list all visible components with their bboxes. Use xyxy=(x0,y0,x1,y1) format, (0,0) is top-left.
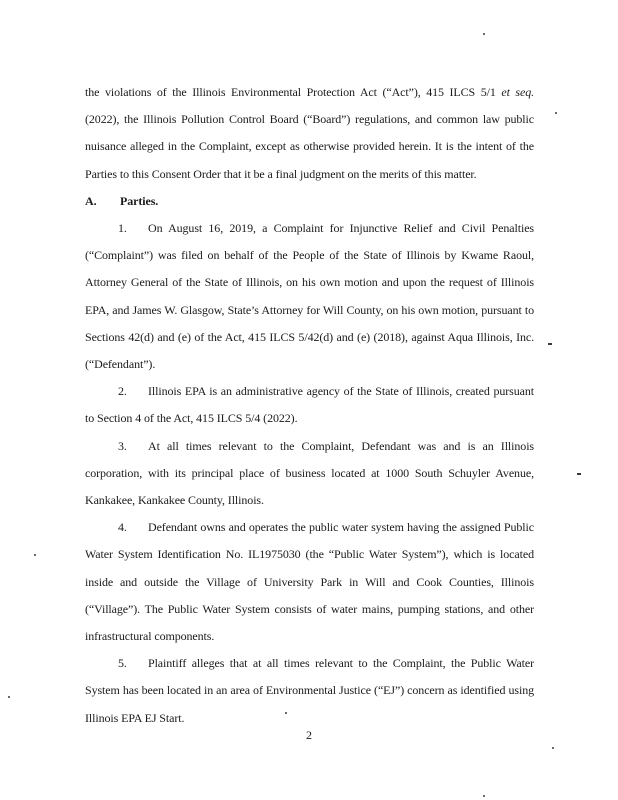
section-heading-parties xyxy=(85,188,534,215)
paragraph-3-number: 3. xyxy=(118,438,127,453)
continuation-paragraph xyxy=(85,79,534,188)
paragraph-5-text: Plaintiff alleges that at all times relevant to the Complaint, the Public Water System has been located in an area of Environmental Justice (“EJ”) concern as identified using Illinois EPA EJ Start. xyxy=(85,656,534,725)
scan-speck xyxy=(548,343,552,345)
et-seq-citation: et seq. xyxy=(501,85,534,99)
document-content xyxy=(85,79,534,732)
scan-speck xyxy=(552,747,554,749)
paragraph-4-text: Defendant owns and operates the public water system having the assigned Public Water System Identification No. IL1975030 (the “Public Water System”), which is located inside and outside the Village of University Park in Will and Cook Counties, Illinois (“Village”). The Public Water System consists of water mains, pumping stations, and other infrastructural components. xyxy=(85,520,534,644)
paragraph-4 xyxy=(85,514,534,650)
scan-speck xyxy=(483,33,485,35)
paragraph-4-number: 4. xyxy=(118,520,127,535)
continuation-text-pre: the violations of the Illinois Environmental Protection Act (“Act”), 415 ILCS 5/1 xyxy=(85,85,502,99)
paragraph-1 xyxy=(85,215,534,378)
paragraph-5-number: 5. xyxy=(118,656,127,671)
scan-speck xyxy=(577,473,581,475)
paragraph-2-number: 2. xyxy=(118,384,127,399)
scan-speck xyxy=(555,112,557,114)
scan-speck xyxy=(285,712,287,714)
paragraph-3-text: At all times relevant to the Complaint, Defendant was and is an Illinois corporation, with its principal place of business located at 1000 South Schuyler Avenue, Kankakee, Kankakee County, Illinois. xyxy=(85,438,534,508)
section-heading-title: Parties. xyxy=(120,193,159,208)
scan-speck xyxy=(483,795,485,797)
paragraph-2-text: Illinois EPA is an administrative agency of the State of Illinois, created pursuant to Section 4 of the Act, 415 ILCS 5/4 (2022). xyxy=(85,384,534,426)
section-heading-label: A. xyxy=(85,193,97,208)
continuation-text-post: (2022), the Illinois Pollution Control Board (“Board”) regulations, and common law public nuisance alleged in the Complaint, except as otherwise provided herein. It is the intent of the Parties to this Consent Order that it be a final judgment on the merits of this matter. xyxy=(85,112,534,181)
scan-speck xyxy=(8,696,10,698)
paragraph-2 xyxy=(85,378,534,432)
paragraph-1-text: On August 16, 2019, a Complaint for Injunctive Relief and Civil Penalties (“Complaint”) was filed on behalf of the People of the State of Illinois by Kwame Raoul, Attorney General of the State of Illinois, on his own motion and upon the request of Illinois EPA, and James W. Glasgow, State’s Attorney for Will County, on his own motion, pursuant to Sections 42(d) and (e) of the Act, 415 ILCS 5/42(d) and (e) (2018), against Aqua Illinois, Inc. (“Defendant”). xyxy=(85,221,534,372)
paragraph-5 xyxy=(85,650,534,732)
scan-speck xyxy=(34,554,36,556)
paragraph-1-number: 1. xyxy=(118,221,127,236)
page-number: 2 xyxy=(306,728,312,742)
paragraph-3 xyxy=(85,433,534,515)
